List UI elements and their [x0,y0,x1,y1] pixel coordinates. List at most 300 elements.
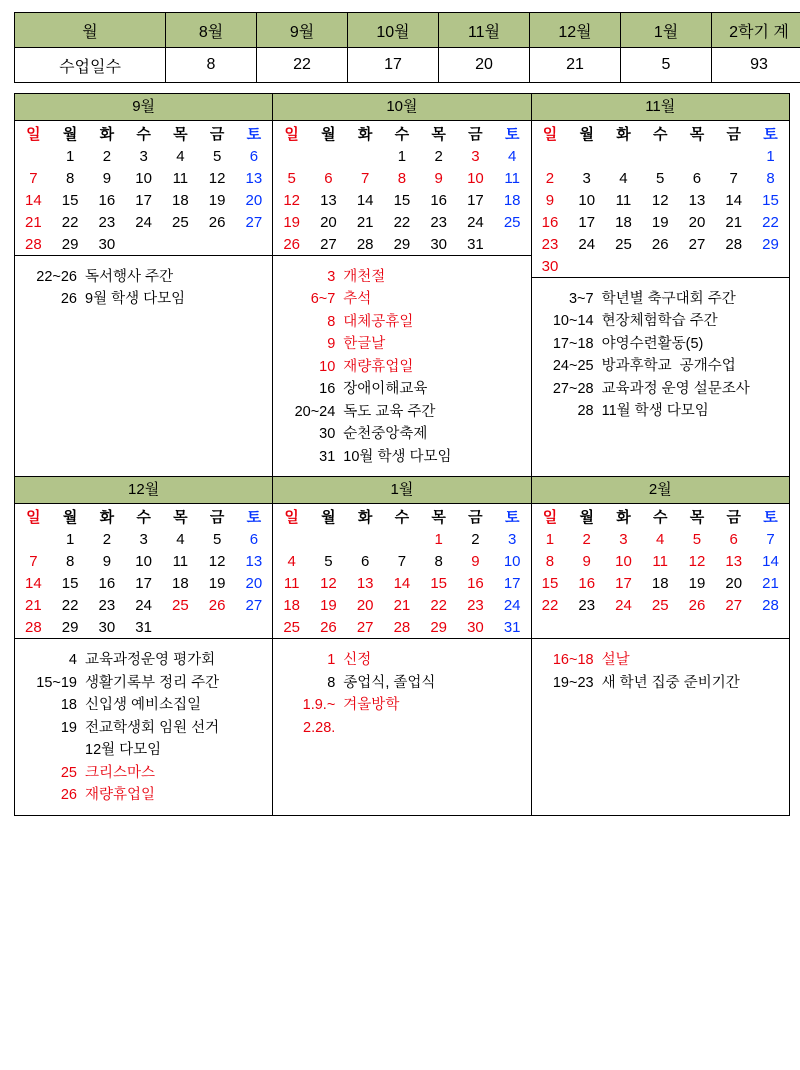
month-cell-0 [15,94,273,477]
school-days-summary-table [14,12,800,83]
day-cell: 7 [361,169,370,187]
day-cell: 21 [393,596,411,614]
weekday-header-5: 금 [726,508,741,526]
day-cell: 22 [762,213,779,231]
day-cell-empty [642,616,679,638]
week-row [273,233,530,255]
summary-value-cell: 21 [530,48,621,83]
day-cell: 25 [172,596,189,614]
note-line [279,378,524,400]
day-cell: 25 [283,618,301,636]
day-cell: 26 [208,596,226,614]
day-cell: 4 [619,169,628,187]
note-date [21,739,77,761]
weekday-header-3: 수 [652,125,668,143]
day-cell: 9 [545,191,555,209]
note-line [279,356,524,378]
summary-header-cell: 12월 [530,13,621,48]
weekday-header-0: 일 [542,125,558,143]
day-cell: 9 [102,552,112,570]
day-cell: 26 [688,596,706,614]
note-date: 8 [327,313,336,330]
note-date: 16 [319,381,336,398]
day-cell: 28 [25,618,42,636]
weekday-header-4: 목 [689,508,705,526]
day-cell: 27 [245,213,263,231]
day-cell-empty [199,233,236,255]
week-row [273,528,530,550]
day-cell-empty [273,145,310,167]
day-cell: 29 [61,618,79,636]
day-cell-empty [532,145,569,167]
note-line [21,694,266,716]
day-cell: 3 [139,147,148,165]
day-cell: 10 [135,552,152,570]
note-line [279,717,524,739]
day-cell-empty [752,255,789,277]
note-line [279,266,524,288]
weekday-header-row [273,121,530,145]
weekday-header-4: 목 [431,125,446,143]
note-date: 9 [327,336,336,353]
note-text: 종업식, 졸업식 [343,674,436,691]
day-cell: 1 [434,530,443,548]
week-row [532,167,789,189]
day-cell: 16 [541,213,559,231]
week-row [273,572,530,594]
day-cell: 26 [320,618,337,636]
note-line [279,423,524,445]
note-text: 재량휴업일 [343,358,414,375]
month-days-0 [15,121,272,255]
weekday-header-6: 토 [763,125,778,143]
day-cell: 31 [503,618,521,636]
day-cell: 20 [320,213,337,231]
note-date: 4 [68,652,77,669]
day-cell: 14 [25,191,42,209]
month-days-table [15,121,272,255]
month-days-1 [273,121,530,255]
note-line [279,333,524,355]
note-text: 12월 다모임 [85,742,162,759]
day-cell: 12 [320,574,337,592]
day-cell: 16 [98,574,116,592]
day-cell: 27 [356,618,374,636]
weekday-header-1: 월 [321,508,336,526]
day-cell-empty [568,145,605,167]
note-date: 26 [60,787,77,804]
day-cell: 18 [651,574,669,592]
day-cell: 25 [172,213,189,231]
note-date: 31 [319,448,336,465]
day-cell: 24 [467,213,484,231]
note-text: 학년별 축구대회 주간 [601,291,736,307]
weekday-header-3: 수 [136,508,151,526]
note-text: 교육과정 운영 설문조사 [601,380,750,397]
day-cell: 19 [208,574,226,592]
day-cell: 7 [397,552,407,570]
weekday-header-1: 월 [321,125,336,143]
summary-header-cell: 2학기 계 [712,13,800,48]
month-title: 11월 [532,94,789,121]
day-cell: 5 [212,147,222,165]
note-line [279,649,524,671]
day-cell: 23 [541,235,559,253]
weekday-header-5: 금 [209,125,225,143]
day-cell: 17 [615,574,632,592]
day-cell: 12 [208,552,226,570]
day-cell-empty [679,616,716,638]
day-cell: 6 [729,530,738,548]
day-cell: 27 [320,235,337,253]
summary-row-label: 수업일수 [15,48,166,83]
note-text: 11월 학생 다모임 [601,403,709,420]
week-row [273,550,530,572]
weekday-header-row [532,504,789,528]
day-cell: 10 [503,552,521,570]
day-cell: 11 [172,552,189,570]
day-cell: 6 [361,552,370,570]
day-cell-empty [162,233,199,255]
weekday-header-6: 토 [763,508,778,526]
note-line [279,694,524,716]
week-row [15,572,272,594]
day-cell-empty [347,145,384,167]
note-text: 독서행사 주간 [85,269,174,285]
day-cell: 26 [208,213,226,231]
month-cell-3 [15,477,273,815]
note-line [21,672,266,694]
day-cell-empty [679,255,716,277]
day-cell-empty [125,233,162,255]
day-cell: 3 [582,169,591,187]
month-cell-1 [273,94,531,477]
month-days-5 [532,504,789,638]
note-text: 설날 [601,652,630,669]
note-text: 대체공휴일 [343,313,414,330]
day-cell-empty [199,616,236,638]
day-cell: 15 [61,191,79,209]
day-cell: 9 [102,169,112,187]
note-line [538,355,783,377]
week-row [532,594,789,616]
note-text: 추석 [343,291,372,308]
day-cell: 13 [725,552,743,570]
note-date: 27~28 [552,380,594,397]
day-cell: 25 [615,235,632,253]
weekday-header-3: 수 [394,508,410,526]
note-line [538,649,783,671]
summary-value-row [15,48,800,83]
day-cell: 20 [245,574,263,592]
weekday-header-2: 화 [99,125,115,143]
week-row [15,528,272,550]
note-line [538,288,783,310]
month-cell-4 [273,477,531,815]
week-row [15,145,272,167]
day-cell-empty [236,233,273,255]
month-notes-5 [532,638,789,777]
note-text: 신입생 예비소집일 [85,697,202,714]
month-days-table [273,504,530,638]
week-row [273,167,530,189]
weekday-header-row [532,121,789,145]
day-cell: 25 [503,213,521,231]
month-title: 1월 [273,477,530,504]
weekday-header-0: 일 [26,508,41,526]
day-cell: 16 [98,191,116,209]
note-text: 10월 학생 다모임 [343,448,452,465]
month-notes-4 [273,638,530,777]
day-cell: 18 [615,213,632,231]
day-cell: 19 [283,213,301,231]
day-cell: 1 [65,147,75,165]
day-cell: 12 [208,169,226,187]
day-cell: 24 [135,213,152,231]
week-row [532,233,789,255]
day-cell: 10 [135,169,152,187]
month-days-2 [532,121,789,277]
day-cell: 14 [356,191,374,209]
note-text: 야영수련활동(5) [601,335,704,352]
note-line [538,378,783,400]
note-date: 2.28. [303,719,336,736]
month-notes-0 [15,255,272,394]
note-line [21,717,266,739]
summary-value-cell: 8 [166,48,257,83]
day-cell: 21 [762,574,779,592]
day-cell-empty [568,255,605,277]
day-cell: 29 [61,235,79,253]
day-cell: 22 [430,596,448,614]
day-cell: 29 [393,235,411,253]
week-row [15,167,272,189]
day-cell-empty [715,145,752,167]
day-cell: 22 [541,596,559,614]
day-cell: 12 [651,191,669,209]
day-cell: 13 [688,191,706,209]
day-cell: 14 [725,191,743,209]
summary-header-cell: 9월 [257,13,348,48]
day-cell: 30 [430,235,448,253]
weekday-header-1: 월 [579,125,594,143]
day-cell: 17 [135,574,152,592]
day-cell-empty [568,616,605,638]
day-cell: 4 [176,147,185,165]
day-cell: 30 [98,235,116,253]
note-text: 겨울방학 [343,697,400,714]
day-cell: 5 [692,530,702,548]
day-cell-empty [384,528,421,550]
day-cell-empty [642,255,679,277]
weekday-header-4: 목 [431,508,446,526]
day-cell: 1 [545,530,555,548]
weekday-header-2: 화 [357,125,373,143]
day-cell: 3 [471,147,480,165]
day-cell: 28 [393,618,411,636]
day-cell-empty [494,233,531,255]
month-title: 10월 [273,94,530,121]
note-date: 8 [327,674,336,691]
day-cell: 22 [61,596,79,614]
month-days-table [532,504,789,638]
weekday-header-5: 금 [726,125,741,143]
week-row [532,145,789,167]
note-line [21,784,266,806]
week-row [15,189,272,211]
week-row [532,211,789,233]
day-cell: 25 [651,596,669,614]
day-cell: 13 [320,191,337,209]
day-cell: 11 [504,169,520,187]
weekday-header-2: 화 [357,508,373,526]
day-cell: 11 [172,169,189,187]
day-cell-empty [532,616,569,638]
weekday-header-row [15,504,272,528]
day-cell: 17 [135,191,152,209]
day-cell: 28 [25,235,42,253]
day-cell-empty [605,145,642,167]
note-date: 6~7 [310,291,336,308]
day-cell: 28 [725,235,743,253]
day-cell: 8 [397,169,407,187]
note-text: 새 학년 집중 준비기간 [601,674,740,691]
note-text: 크리스마스 [85,764,156,781]
day-cell: 2 [434,147,443,165]
day-cell: 14 [393,574,411,592]
day-cell: 19 [320,596,337,614]
day-cell: 20 [725,574,743,592]
day-cell: 10 [578,191,596,209]
note-date: 25 [60,764,77,781]
day-cell: 15 [393,191,411,209]
day-cell: 5 [212,530,222,548]
day-cell: 2 [545,169,555,187]
day-cell: 27 [688,235,706,253]
month-days-table [532,121,789,277]
day-cell: 4 [287,552,296,570]
day-cell: 18 [172,191,189,209]
day-cell: 7 [29,552,38,570]
note-text: 교육과정운영 평가회 [85,652,216,669]
note-line [21,739,266,761]
note-text: 순천중앙축제 [343,426,428,443]
month-notes-2 [532,277,789,431]
day-cell: 8 [545,552,555,570]
day-cell: 11 [615,191,632,209]
day-cell: 19 [208,191,226,209]
note-line [538,333,783,355]
weekday-header-row [15,121,272,145]
day-cell: 31 [135,618,152,636]
note-text: 독도 교육 주간 [343,403,436,420]
day-cell: 21 [356,213,374,231]
day-cell: 5 [324,552,333,570]
day-cell-empty [347,528,384,550]
summary-value-cell: 20 [439,48,530,83]
day-cell: 20 [356,596,374,614]
summary-value-cell: 93 [712,48,800,83]
day-cell: 14 [25,574,42,592]
day-cell-empty [310,528,347,550]
day-cell: 4 [656,530,665,548]
weekday-header-2: 화 [616,125,631,143]
month-title: 12월 [15,477,272,504]
weekday-header-3: 수 [652,508,668,526]
day-cell: 24 [135,596,152,614]
note-date: 1 [327,652,336,669]
month-title: 2월 [532,477,789,504]
day-cell: 11 [652,552,668,570]
week-row [273,211,530,233]
note-line [279,311,524,333]
weekday-header-6: 토 [246,125,262,143]
weekday-header-0: 일 [542,508,558,526]
week-row [532,550,789,572]
note-line [279,288,524,310]
day-cell-empty [752,616,789,638]
note-date: 16~18 [552,652,594,669]
note-text: 재량휴업일 [85,787,156,804]
weekday-header-0: 일 [284,508,299,526]
weekday-header-6: 토 [504,125,520,143]
week-row [15,550,272,572]
day-cell-empty [310,145,347,167]
weekday-header-5: 금 [468,508,483,526]
day-cell-empty [605,616,642,638]
month-days-table [273,121,530,255]
day-cell: 9 [434,169,443,187]
day-cell: 1 [397,147,407,165]
day-cell: 4 [508,147,517,165]
day-cell: 8 [65,169,75,187]
day-cell: 30 [541,257,559,275]
weekday-header-5: 금 [209,508,225,526]
day-cell: 13 [245,552,263,570]
day-cell: 24 [615,596,632,614]
day-cell: 11 [283,574,300,592]
day-cell: 12 [283,191,301,209]
note-date: 19~23 [552,674,594,691]
day-cell: 3 [508,530,517,548]
note-text: 개천절 [343,269,386,285]
day-cell: 20 [245,191,263,209]
week-row [273,145,530,167]
month-days-table [15,504,272,638]
weekday-header-2: 화 [99,508,115,526]
calendar-grid-row-1 [14,93,790,477]
week-row [532,616,789,638]
day-cell: 21 [25,596,42,614]
day-cell: 12 [688,552,706,570]
week-row [532,255,789,277]
note-text: 방과후학교 공개수업 [601,358,736,375]
weekday-header-1: 월 [579,508,594,526]
note-line [21,288,266,310]
note-date: 30 [319,426,336,443]
weekday-header-3: 수 [394,125,410,143]
day-cell: 18 [283,596,301,614]
month-notes-1 [273,255,530,476]
weekday-header-4: 목 [173,508,188,526]
summary-value-cell: 17 [348,48,439,83]
day-cell: 1 [65,530,75,548]
note-date: 1.9.~ [302,697,336,714]
day-cell: 24 [578,235,596,253]
day-cell: 5 [656,169,665,187]
weekday-header-row [273,504,530,528]
day-cell: 30 [98,618,116,636]
